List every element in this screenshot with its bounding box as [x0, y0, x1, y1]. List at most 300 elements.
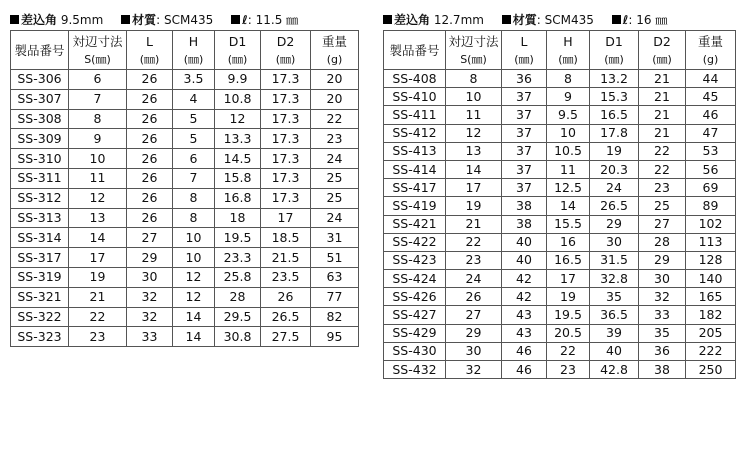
cell-height-h: 9: [547, 88, 590, 106]
table-row: [11, 248, 359, 268]
cell-diameter-d1: 31.5: [590, 251, 639, 269]
cell-diameter-d1: 17.8: [590, 124, 639, 142]
cell-across-flats-size: 11: [69, 168, 127, 188]
cell-length-l: 26: [127, 168, 173, 188]
header-label: D2: [276, 33, 295, 49]
cell-product-number: SS-323: [11, 327, 69, 347]
drive-size-value: 12.7mm: [433, 13, 484, 27]
black-square-icon: [612, 15, 621, 24]
cell-diameter-d2: 23: [639, 179, 686, 197]
cell-length-l: 32: [127, 307, 173, 327]
cell-diameter-d2: 17.3: [261, 70, 311, 90]
header-label: 重量: [321, 33, 347, 49]
cell-across-flats-size: 21: [69, 287, 127, 307]
cell-product-number: SS-430: [384, 342, 446, 360]
cell-product-number: SS-432: [384, 361, 446, 379]
cell-diameter-d2: 17.3: [261, 89, 311, 109]
cell-height-h: 8: [547, 70, 590, 88]
cell-diameter-d2: 25: [639, 197, 686, 215]
cell-across-flats-size: 19: [69, 267, 127, 287]
spec-table-panel-12-7mm: [383, 10, 737, 379]
cell-diameter-d2: 38: [639, 361, 686, 379]
cell-diameter-d1: 30.8: [215, 327, 261, 347]
cell-diameter-d2: 23.5: [261, 267, 311, 287]
cell-height-h: 5: [173, 129, 215, 149]
cell-height-h: 16.5: [547, 251, 590, 269]
cell-weight: 102: [686, 215, 736, 233]
header-label: D1: [228, 33, 247, 49]
header-label: 対辺寸法: [448, 33, 499, 49]
cell-across-flats-size: 27: [446, 306, 502, 324]
cell-length-l: 27: [127, 228, 173, 248]
header-label: 製品番号: [14, 42, 65, 58]
cell-weight: 56: [686, 160, 736, 178]
length-value: : 11.5 ㎜: [247, 13, 299, 27]
cell-product-number: SS-408: [384, 70, 446, 88]
cell-diameter-d1: 26.5: [590, 197, 639, 215]
cell-product-number: SS-317: [11, 248, 69, 268]
table-row: [384, 342, 736, 360]
cell-weight: 82: [311, 307, 359, 327]
table-row: [11, 129, 359, 149]
cell-diameter-d2: 21: [639, 106, 686, 124]
cell-diameter-d1: 20.3: [590, 160, 639, 178]
cell-weight: 44: [686, 70, 736, 88]
cell-product-number: SS-311: [11, 168, 69, 188]
cell-height-h: 16: [547, 233, 590, 251]
cell-diameter-d1: 16.5: [590, 106, 639, 124]
material-label: 材質: [132, 13, 157, 27]
cell-weight: 31: [311, 228, 359, 248]
cell-diameter-d2: 36: [639, 342, 686, 360]
length-label: ℓ: [622, 13, 629, 27]
cell-diameter-d2: 29: [639, 251, 686, 269]
cell-weight: 23: [311, 129, 359, 149]
cell-across-flats-size: 23: [69, 327, 127, 347]
cell-product-number: SS-426: [384, 288, 446, 306]
table-row: [11, 188, 359, 208]
cell-diameter-d1: 39: [590, 324, 639, 342]
header-product-number: [11, 31, 69, 70]
table-row: [384, 233, 736, 251]
table-row: [11, 327, 359, 347]
cell-height-h: 7: [173, 168, 215, 188]
cell-weight: 182: [686, 306, 736, 324]
cell-height-h: 3.5: [173, 70, 215, 90]
cell-height-h: 23: [547, 361, 590, 379]
cell-weight: 63: [311, 267, 359, 287]
cell-product-number: SS-424: [384, 270, 446, 288]
cell-across-flats-size: 26: [446, 288, 502, 306]
header-unit: S(㎜): [460, 52, 487, 66]
header-label: L: [146, 33, 153, 49]
cell-height-h: 10: [173, 248, 215, 268]
cell-across-flats-size: 19: [446, 197, 502, 215]
cell-height-h: 14: [547, 197, 590, 215]
cell-diameter-d1: 15.8: [215, 168, 261, 188]
table-caption: [10, 10, 368, 30]
cell-product-number: SS-410: [384, 88, 446, 106]
cell-diameter-d2: 21: [639, 88, 686, 106]
cell-diameter-d1: 10.8: [215, 89, 261, 109]
table-caption: [383, 10, 737, 30]
header-row: [11, 31, 359, 70]
cell-product-number: SS-312: [11, 188, 69, 208]
cell-weight: 22: [311, 109, 359, 129]
header-across-flats-size: [69, 31, 127, 70]
cell-diameter-d2: 27.5: [261, 327, 311, 347]
cell-weight: 77: [311, 287, 359, 307]
cell-length-l: 26: [127, 129, 173, 149]
table-row: [11, 70, 359, 90]
cell-height-h: 12: [173, 267, 215, 287]
cell-across-flats-size: 24: [446, 270, 502, 288]
cell-diameter-d1: 36.5: [590, 306, 639, 324]
spec-table: [10, 30, 359, 347]
cell-height-h: 22: [547, 342, 590, 360]
cell-across-flats-size: 7: [69, 89, 127, 109]
cell-product-number: SS-429: [384, 324, 446, 342]
cell-weight: 95: [311, 327, 359, 347]
cell-across-flats-size: 12: [446, 124, 502, 142]
cell-length-l: 40: [502, 233, 547, 251]
header-unit: (㎜): [558, 52, 578, 66]
cell-height-h: 12: [173, 287, 215, 307]
cell-weight: 128: [686, 251, 736, 269]
black-square-icon: [502, 15, 511, 24]
header-diameter-d2: [261, 31, 311, 70]
cell-diameter-d1: 29.5: [215, 307, 261, 327]
cell-diameter-d2: 26: [261, 287, 311, 307]
cell-diameter-d2: 17: [261, 208, 311, 228]
cell-across-flats-size: 12: [69, 188, 127, 208]
cell-height-h: 14: [173, 307, 215, 327]
cell-across-flats-size: 14: [69, 228, 127, 248]
header-unit: (㎜): [183, 52, 204, 66]
cell-across-flats-size: 21: [446, 215, 502, 233]
material-value: : SCM435: [156, 13, 214, 27]
cell-weight: 51: [311, 248, 359, 268]
cell-length-l: 29: [127, 248, 173, 268]
cell-height-h: 19.5: [547, 306, 590, 324]
table-row: [384, 88, 736, 106]
cell-length-l: 30: [127, 267, 173, 287]
table-row: [384, 142, 736, 160]
cell-across-flats-size: 13: [446, 142, 502, 160]
spec-table-panel-9-5mm: [10, 10, 368, 347]
header-diameter-d2: [639, 31, 686, 70]
cell-diameter-d1: 15.3: [590, 88, 639, 106]
cell-height-h: 10: [173, 228, 215, 248]
cell-product-number: SS-412: [384, 124, 446, 142]
cell-diameter-d1: 30: [590, 233, 639, 251]
header-diameter-d1: [590, 31, 639, 70]
cell-across-flats-size: 22: [446, 233, 502, 251]
table-row: [384, 179, 736, 197]
cell-diameter-d1: 25.8: [215, 267, 261, 287]
cell-across-flats-size: 13: [69, 208, 127, 228]
cell-weight: 46: [686, 106, 736, 124]
cell-product-number: SS-423: [384, 251, 446, 269]
header-product-number: [384, 31, 446, 70]
header-label: 重量: [697, 33, 723, 49]
cell-length-l: 26: [127, 208, 173, 228]
table-row: [384, 324, 736, 342]
cell-across-flats-size: 29: [446, 324, 502, 342]
length-label: ℓ: [242, 13, 248, 27]
cell-diameter-d2: 17.3: [261, 129, 311, 149]
table-row: [11, 149, 359, 169]
cell-length-l: 38: [502, 197, 547, 215]
cell-diameter-d1: 19.5: [215, 228, 261, 248]
cell-weight: 25: [311, 168, 359, 188]
cell-diameter-d1: 16.8: [215, 188, 261, 208]
cell-diameter-d1: 32.8: [590, 270, 639, 288]
cell-weight: 113: [686, 233, 736, 251]
cell-weight: 20: [311, 70, 359, 90]
header-label: D2: [653, 33, 671, 49]
cell-diameter-d2: 30: [639, 270, 686, 288]
header-unit: (㎜): [604, 52, 624, 66]
cell-weight: 24: [311, 149, 359, 169]
cell-across-flats-size: 17: [69, 248, 127, 268]
cell-across-flats-size: 14: [446, 160, 502, 178]
table-row: [384, 306, 736, 324]
drive-size-label: 差込角: [21, 13, 58, 27]
cell-across-flats-size: 22: [69, 307, 127, 327]
cell-height-h: 5: [173, 109, 215, 129]
header-across-flats-size: [446, 31, 502, 70]
cell-diameter-d2: 21: [639, 124, 686, 142]
cell-height-h: 11: [547, 160, 590, 178]
header-unit: (㎜): [139, 52, 160, 66]
cell-product-number: SS-313: [11, 208, 69, 228]
cell-product-number: SS-414: [384, 160, 446, 178]
cell-height-h: 19: [547, 288, 590, 306]
cell-length-l: 26: [127, 149, 173, 169]
cell-diameter-d1: 28: [215, 287, 261, 307]
black-square-icon: [383, 15, 392, 24]
cell-length-l: 37: [502, 160, 547, 178]
cell-length-l: 37: [502, 88, 547, 106]
cell-weight: 25: [311, 188, 359, 208]
header-label: L: [520, 33, 528, 49]
header-height-h: [173, 31, 215, 70]
cell-diameter-d2: 18.5: [261, 228, 311, 248]
cell-diameter-d2: 17.3: [261, 149, 311, 169]
cell-length-l: 40: [502, 251, 547, 269]
cell-length-l: 38: [502, 215, 547, 233]
cell-diameter-d1: 29: [590, 215, 639, 233]
header-unit: (㎜): [275, 52, 296, 66]
header-length-l: [127, 31, 173, 70]
cell-diameter-d2: 22: [639, 160, 686, 178]
cell-weight: 69: [686, 179, 736, 197]
cell-product-number: SS-307: [11, 89, 69, 109]
cell-weight: 140: [686, 270, 736, 288]
cell-height-h: 15.5: [547, 215, 590, 233]
drive-size-label: 差込角: [394, 13, 431, 27]
cell-diameter-d1: 19: [590, 142, 639, 160]
cell-length-l: 26: [127, 109, 173, 129]
cell-across-flats-size: 10: [446, 88, 502, 106]
cell-height-h: 4: [173, 89, 215, 109]
cell-diameter-d2: 17.3: [261, 109, 311, 129]
cell-across-flats-size: 30: [446, 342, 502, 360]
cell-diameter-d1: 42.8: [590, 361, 639, 379]
header-length-l: [502, 31, 547, 70]
material-label: 材質: [512, 13, 537, 27]
cell-diameter-d2: 35: [639, 324, 686, 342]
cell-product-number: SS-422: [384, 233, 446, 251]
cell-diameter-d1: 14.5: [215, 149, 261, 169]
drive-size-value: 9.5mm: [60, 13, 104, 27]
header-diameter-d1: [215, 31, 261, 70]
cell-height-h: 14: [173, 327, 215, 347]
cell-diameter-d1: 35: [590, 288, 639, 306]
cell-product-number: SS-322: [11, 307, 69, 327]
cell-product-number: SS-306: [11, 70, 69, 90]
cell-height-h: 17: [547, 270, 590, 288]
cell-diameter-d1: 9.9: [215, 70, 261, 90]
cell-height-h: 8: [173, 188, 215, 208]
cell-weight: 20: [311, 89, 359, 109]
cell-weight: 89: [686, 197, 736, 215]
header-height-h: [547, 31, 590, 70]
table-row: [384, 124, 736, 142]
cell-across-flats-size: 17: [446, 179, 502, 197]
cell-weight: 53: [686, 142, 736, 160]
cell-across-flats-size: 6: [69, 70, 127, 90]
spec-table: [383, 30, 736, 379]
table-row: [11, 168, 359, 188]
cell-weight: 24: [311, 208, 359, 228]
cell-length-l: 43: [502, 306, 547, 324]
table-row: [384, 251, 736, 269]
table-row: [384, 215, 736, 233]
cell-length-l: 37: [502, 124, 547, 142]
cell-height-h: 6: [173, 149, 215, 169]
cell-across-flats-size: 11: [446, 106, 502, 124]
cell-length-l: 33: [127, 327, 173, 347]
cell-length-l: 37: [502, 142, 547, 160]
table-row: [384, 288, 736, 306]
table-row: [11, 109, 359, 129]
header-unit: (㎜): [652, 52, 672, 66]
cell-height-h: 10.5: [547, 142, 590, 160]
cell-length-l: 32: [127, 287, 173, 307]
cell-diameter-d2: 17.3: [261, 168, 311, 188]
header-unit: (g): [326, 52, 343, 66]
header-label: 対辺寸法: [72, 33, 123, 49]
cell-product-number: SS-309: [11, 129, 69, 149]
cell-product-number: SS-314: [11, 228, 69, 248]
cell-product-number: SS-413: [384, 142, 446, 160]
cell-product-number: SS-310: [11, 149, 69, 169]
table-row: [384, 106, 736, 124]
cell-diameter-d1: 40: [590, 342, 639, 360]
cell-across-flats-size: 23: [446, 251, 502, 269]
table-row: [11, 267, 359, 287]
cell-diameter-d2: 28: [639, 233, 686, 251]
cell-diameter-d1: 12: [215, 109, 261, 129]
cell-weight: 47: [686, 124, 736, 142]
cell-height-h: 8: [173, 208, 215, 228]
cell-height-h: 9.5: [547, 106, 590, 124]
cell-length-l: 37: [502, 106, 547, 124]
cell-diameter-d2: 17.3: [261, 188, 311, 208]
cell-length-l: 26: [127, 188, 173, 208]
cell-length-l: 26: [127, 89, 173, 109]
cell-product-number: SS-427: [384, 306, 446, 324]
cell-diameter-d2: 32: [639, 288, 686, 306]
cell-height-h: 10: [547, 124, 590, 142]
table-row: [11, 89, 359, 109]
cell-length-l: 42: [502, 288, 547, 306]
table-row: [384, 70, 736, 88]
table-row: [384, 270, 736, 288]
header-weight: [686, 31, 736, 70]
cell-diameter-d2: 26.5: [261, 307, 311, 327]
length-value: : 16 ㎜: [628, 13, 668, 27]
header-unit: S(㎜): [84, 52, 111, 66]
cell-diameter-d1: 24: [590, 179, 639, 197]
cell-product-number: SS-321: [11, 287, 69, 307]
table-row: [11, 208, 359, 228]
cell-across-flats-size: 32: [446, 361, 502, 379]
header-label: 製品番号: [389, 42, 440, 58]
cell-product-number: SS-411: [384, 106, 446, 124]
cell-diameter-d2: 22: [639, 142, 686, 160]
cell-diameter-d1: 18: [215, 208, 261, 228]
cell-weight: 222: [686, 342, 736, 360]
header-label: H: [563, 33, 573, 49]
cell-product-number: SS-308: [11, 109, 69, 129]
header-label: D1: [605, 33, 623, 49]
header-row: [384, 31, 736, 70]
cell-diameter-d2: 27: [639, 215, 686, 233]
header-weight: [311, 31, 359, 70]
cell-product-number: SS-421: [384, 215, 446, 233]
cell-length-l: 26: [127, 70, 173, 90]
header-unit: (㎜): [227, 52, 248, 66]
cell-product-number: SS-417: [384, 179, 446, 197]
cell-product-number: SS-319: [11, 267, 69, 287]
table-row: [384, 160, 736, 178]
cell-weight: 205: [686, 324, 736, 342]
header-unit: (g): [702, 52, 719, 66]
table-row: [11, 287, 359, 307]
cell-diameter-d2: 21: [639, 70, 686, 88]
cell-across-flats-size: 8: [446, 70, 502, 88]
cell-height-h: 20.5: [547, 324, 590, 342]
black-square-icon: [231, 15, 240, 24]
cell-length-l: 36: [502, 70, 547, 88]
cell-across-flats-size: 9: [69, 129, 127, 149]
black-square-icon: [10, 15, 19, 24]
cell-height-h: 12.5: [547, 179, 590, 197]
header-label: H: [188, 33, 199, 49]
table-row: [11, 228, 359, 248]
cell-length-l: 37: [502, 179, 547, 197]
cell-across-flats-size: 8: [69, 109, 127, 129]
cell-diameter-d2: 21.5: [261, 248, 311, 268]
cell-product-number: SS-419: [384, 197, 446, 215]
cell-diameter-d2: 33: [639, 306, 686, 324]
cell-length-l: 46: [502, 342, 547, 360]
cell-weight: 45: [686, 88, 736, 106]
table-row: [11, 307, 359, 327]
